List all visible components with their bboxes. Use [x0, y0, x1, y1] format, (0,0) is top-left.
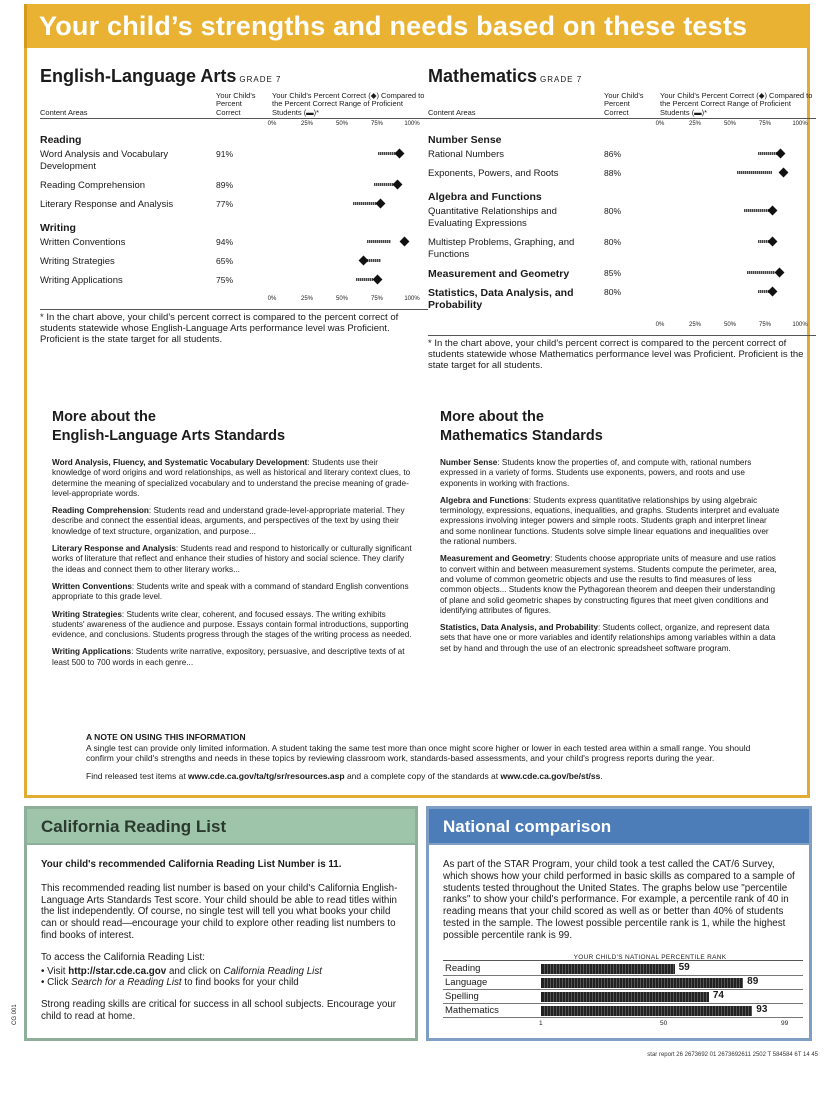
note-links: Find released test items at www.cde.ca.gov/ta/tg/sr/resources.asp and a complete copy of the standards at www.cde.ca.gov/be/st/ss. [86, 770, 603, 781]
score-row [428, 237, 816, 268]
percentile-chart [443, 952, 797, 1027]
content-area-label: Multistep Problems, Graphing, and Functions [428, 237, 575, 260]
standard-term: Word Analysis, Fluency, and Systematic Vocabulary Development [52, 458, 308, 467]
standard-description: Writing Applications: Students write narrative, expository, persuasive, and descriptive texts of at least 500 to 700 words in each genre... [52, 647, 405, 667]
percentile-bar [542, 1006, 752, 1016]
percentile-chart-title: YOUR CHILD'S NATIONAL PERCENTILE RANK [573, 953, 727, 961]
percent-correct-value: 65% [216, 256, 234, 266]
content-area-label: Writing Strategies [40, 256, 115, 267]
proficient-range-bar [747, 271, 775, 274]
standard-term: Reading Comprehension [52, 506, 149, 516]
your-child-marker [392, 180, 402, 190]
content-area-label: Quantitative Relationships and Evaluating Expressions [428, 206, 557, 229]
your-child-marker [768, 287, 778, 297]
scale-tick: 0% [267, 296, 277, 302]
percent-correct-value: 89% [216, 180, 234, 190]
standard-description: Written Conventions: Students write and speak with a command of standard English conventions appropriate to this grade level. [52, 581, 409, 602]
scale-tick: 0% [655, 121, 665, 127]
your-child-marker [779, 168, 789, 178]
standard-term: Statistics, Data Analysis, and Probability [440, 623, 599, 633]
axis-tick: 50 [660, 1019, 668, 1027]
ela-rows [40, 130, 428, 294]
usage-note [86, 732, 766, 781]
scale-tick: 50% [723, 322, 737, 328]
scale-tick: 25% [300, 296, 314, 302]
category-heading: Reading [40, 134, 82, 146]
reading-list-box [24, 806, 418, 1041]
score-row [40, 180, 428, 199]
more-ela-title: More about the English-Language Arts Standards [52, 409, 286, 444]
standard-description: Reading Comprehension: Students read and understand grade-level-appropriate material. They describe and connect the essential ideas, arguments, and perspectives of the text by using their knowledge of text structure, organization, and purpose... [52, 506, 405, 536]
standard-description: Literary Response and Analysis: Students read and respond to historically or culturally significant works of literature that reflect and enhance their studies of history and social science. They clarify the ideas and connect them to other literary works... [52, 544, 412, 574]
axis-tick: 1 [539, 1019, 543, 1027]
reading-list-header: California Reading List [27, 809, 415, 845]
percentile-value: 89 [747, 975, 759, 987]
scale-tick: 100% [792, 121, 808, 127]
score-row [40, 199, 428, 218]
score-row [40, 237, 428, 256]
star-site-link[interactable]: http://star.cde.ca.gov [68, 965, 167, 977]
national-explanation: As part of the STAR Program, your child took a test called the CAT/6 Survey, which shows how your child performed in basic skills as compared to a sample of students tested throughout the United States. The graphs below use "percentile ranks" to show your child's performance. For example, a percentile rank of 40 in reading means that your child scored as well as or better than 40% of students tested in the sample. The lowest possible percentile rank is 1, while the highest possible percentile rank is 99. [443, 859, 795, 941]
percentile-track [541, 975, 791, 988]
col-comparison: Your Child's Percent Correct (◆) Compared to the Percent Correct Range of Proficient Students (▬)* [272, 90, 425, 117]
ela-note: * In the chart above, your child's percent correct is compared to the percent correct of students statewide whose English-Language Arts performance level was Proficient. Proficient is the state target for all students. [40, 309, 428, 345]
score-row [428, 206, 816, 237]
standard-term: Written Conventions [52, 581, 132, 591]
scale-tick: 100% [404, 121, 420, 127]
percent-correct-value: 80% [604, 206, 622, 216]
percent-correct-value: 88% [604, 168, 622, 178]
math-scores [428, 66, 816, 371]
math-scale [655, 119, 810, 130]
ela-scale-bottom [267, 294, 422, 305]
col-percent-correct: Your Child's Percent Correct [216, 90, 256, 117]
content-area-label: Exponents, Powers, and Roots [428, 168, 559, 179]
category-heading: Number Sense [428, 134, 502, 146]
content-area-label: Statistics, Data Analysis, and Probability [428, 287, 574, 311]
standard-description: Statistics, Data Analysis, and Probability: Students collect, organize, and represent data sets that have one or more variables and identify relationships among variables within a data set by hand and through the use of an electronic spreadsheet software program. [440, 623, 776, 653]
your-child-marker [395, 149, 405, 159]
percentile-bar [542, 978, 743, 988]
score-row [428, 268, 816, 287]
percent-correct-value: 85% [604, 268, 622, 278]
proficient-range-bar [367, 240, 391, 243]
reading-list-link[interactable]: California Reading List [223, 965, 322, 977]
score-row [428, 149, 816, 168]
percentile-value: 93 [756, 1003, 768, 1015]
scale-tick: 0% [267, 121, 277, 127]
more-math-items [440, 458, 780, 654]
score-row [428, 168, 816, 187]
scale-tick: 25% [688, 322, 702, 328]
proficient-range-bar [737, 171, 772, 174]
content-area-label: Literary Response and Analysis [40, 199, 174, 210]
percentile-row [443, 962, 803, 976]
proficient-range-bar [744, 209, 769, 212]
scale-tick: 0% [655, 322, 665, 328]
scale-tick: 50% [335, 296, 349, 302]
scale-tick: 75% [370, 296, 384, 302]
your-child-marker [373, 275, 383, 285]
ela-title: English-Language Arts GRADE 7 [40, 66, 282, 86]
reading-list-access: To access the California Reading List: • Visit http://star.cde.ca.gov and click on California Reading List • Click Search for a Reading List to find books for your child [41, 952, 403, 989]
your-child-marker [399, 237, 409, 247]
content-area-label: Written Conventions [40, 237, 126, 248]
note-body: A single test can provide only limited information. A student taking the same test more than once might score higher or lower in each tested area within a small range. You should confirm your child's strengths and needs in these topics by reviewing classroom work, standards-based assessments, and your child's progress reports during the year. [86, 742, 751, 764]
ela-header [40, 89, 428, 119]
percent-correct-value: 80% [604, 237, 622, 247]
col-percent-correct: Your Child's Percent Correct [604, 90, 644, 117]
scale-tick: 50% [723, 121, 737, 127]
percentile-row [443, 976, 803, 990]
standard-term: Literary Response and Analysis [52, 544, 176, 554]
scale-tick: 100% [404, 296, 420, 302]
standard-term: Writing Strategies [52, 609, 122, 619]
score-row [40, 149, 428, 180]
scale-tick: 100% [792, 322, 808, 328]
standard-description: Word Analysis, Fluency, and Systematic Vocabulary Development: Students use their knowledge of word origins and word relationships, as well as historical and literary context clues, to determine the meaning of specialized vocabulary and to understand the precise meaning of grade-level-appropriate words. [52, 458, 411, 498]
more-ela-items [52, 458, 412, 668]
standard-term: Algebra and Functions [440, 495, 529, 505]
content-area-label: Rational Numbers [428, 149, 505, 160]
your-child-marker [768, 237, 778, 247]
your-child-marker [359, 256, 369, 266]
content-area-label: Writing Applications [40, 275, 123, 286]
math-header [428, 89, 816, 119]
standard-description: Measurement and Geometry: Students choose appropriate units of measure and use ratios to convert within and between measurement systems. Students compute the perimeter, area, and volume of common geometric objects and use the results to find measures of less common objects... Students know the Pythagorean theorem and deepen their understanding of plane and solid geometric shapes by constructing figures that meet given conditions and identifying attributes of figures. [440, 554, 777, 615]
percentile-track [541, 989, 791, 1002]
percentile-bar [542, 964, 675, 974]
more-about-math [440, 408, 780, 661]
scale-tick: 75% [758, 121, 772, 127]
note-title: A NOTE ON USING THIS INFORMATION [86, 732, 246, 742]
your-child-marker [776, 149, 786, 159]
reading-list-number: Your child's recommended California Reading List Number is 11. [41, 859, 342, 870]
subject-label: Spelling [445, 990, 479, 1002]
subject-label: Reading [445, 962, 481, 974]
score-row [428, 287, 816, 320]
percent-correct-value: 80% [604, 287, 622, 297]
math-scale-bottom [655, 320, 810, 331]
math-title: Mathematics GRADE 7 [428, 66, 583, 86]
proficient-range-bar [374, 183, 394, 186]
math-rows [428, 130, 816, 320]
standard-term: Measurement and Geometry [440, 554, 551, 564]
percent-correct-value: 94% [216, 237, 234, 247]
score-row [40, 256, 428, 275]
percentile-value: 74 [712, 989, 724, 1001]
search-reading-list-link[interactable]: Search for a Reading List [71, 977, 182, 989]
visit-bullet: • Visit http://star.cde.ca.gov and click on California Reading List [41, 965, 322, 977]
resources-link[interactable]: www.cde.ca.gov/ta/tg/sr/resources.asp [188, 770, 345, 781]
standard-description: Algebra and Functions: Students express quantitative relationships by using algebraic terminology, expressions, equations, inequalities, and graphs. Students interpret and evaluate expressions involving integer powers and simple roots. Students graph and interpret linear and some nonlinear functions. Students solve simple linear equations and inequalities over the rational numbers. [440, 495, 780, 547]
side-code: CG 001 [12, 1004, 18, 1025]
percentile-value: 59 [678, 961, 690, 973]
category-heading: Writing [40, 222, 76, 234]
category-heading: Algebra and Functions [428, 191, 542, 203]
standard-description: Number Sense: Students know the properties of, and compute with, rational numbers expressed in a variety of forms. Students use exponents, powers, and roots and use exponents in working with fractions. [440, 458, 752, 488]
col-content-areas: Content Areas [40, 108, 88, 117]
percentile-track [541, 961, 791, 974]
standards-link[interactable]: www.cde.ca.gov/be/st/ss [500, 770, 601, 781]
more-about-ela [52, 408, 412, 675]
content-area-label: Reading Comprehension [40, 180, 146, 191]
reading-encouragement: Strong reading skills are critical for success in all school subjects. Encourage your child to read at home. [41, 999, 397, 1022]
standard-description: Writing Strategies: Students write clear, coherent, and focused essays. The writing exhibits students' awareness of the audience and purpose. Essays contain formal introductions, supporting evidence, and conclusions. Students progress through the stages of the writing process as needed. [52, 609, 412, 640]
col-content-areas: Content Areas [428, 108, 476, 117]
content-area-label: Word Analysis and Vocabulary Development [40, 149, 169, 172]
national-comparison-box [426, 806, 812, 1041]
standard-term: Writing Applications [52, 647, 132, 657]
your-child-marker [768, 206, 778, 216]
percentile-track [541, 1003, 791, 1016]
percentile-bar [542, 992, 709, 1002]
national-header: National comparison [429, 809, 809, 845]
page-banner [24, 4, 810, 48]
axis-tick: 99 [781, 1019, 789, 1027]
subject-label: Mathematics [445, 1004, 499, 1016]
banner-title: Your child’s strengths and needs based on these tests [39, 11, 748, 41]
percentile-row [443, 990, 803, 1004]
scale-tick: 75% [758, 322, 772, 328]
scale-tick: 50% [335, 121, 349, 127]
national-body [429, 845, 809, 1027]
report-id: star report 26 2673692 01 2673692611 2502 T 584584 6T 14 45 [647, 1052, 818, 1058]
subject-label: Language [445, 976, 488, 988]
percentile-row [443, 1004, 803, 1018]
ela-scores [40, 66, 428, 345]
search-bullet: • Click Search for a Reading List to find books for your child [41, 977, 299, 989]
your-child-marker [375, 199, 385, 209]
scale-tick: 75% [370, 121, 384, 127]
math-note: * In the chart above, your child's percent correct is compared to the percent correct of students statewide whose Mathematics performance level was Proficient. Proficient is the state target for all students. [428, 335, 816, 371]
your-child-marker [775, 268, 785, 278]
score-row [40, 275, 428, 294]
more-math-title: More about the Mathematics Standards [440, 409, 603, 444]
standard-term: Number Sense [440, 458, 498, 467]
percent-correct-value: 75% [216, 275, 234, 285]
reading-list-body [27, 845, 415, 1023]
proficient-range-bar [356, 278, 373, 281]
scale-tick: 25% [688, 121, 702, 127]
percent-correct-value: 86% [604, 149, 622, 159]
ela-scale [267, 119, 422, 130]
percent-correct-value: 91% [216, 149, 234, 159]
col-comparison: Your Child's Percent Correct (◆) Compared to the Percent Correct Range of Proficient Students (▬)* [660, 90, 813, 117]
reading-list-explanation: This recommended reading list number is based on your child's California English-Language Arts Standards Test score. Your child should be able to read titles within the list independently. Of course, no single test will tell you what books your child can or should read—encourage your child to explore other reading list numbers to find books of interest. [41, 882, 398, 941]
percent-correct-value: 77% [216, 199, 234, 209]
content-area-label: Measurement and Geometry [428, 268, 570, 280]
scale-tick: 25% [300, 121, 314, 127]
